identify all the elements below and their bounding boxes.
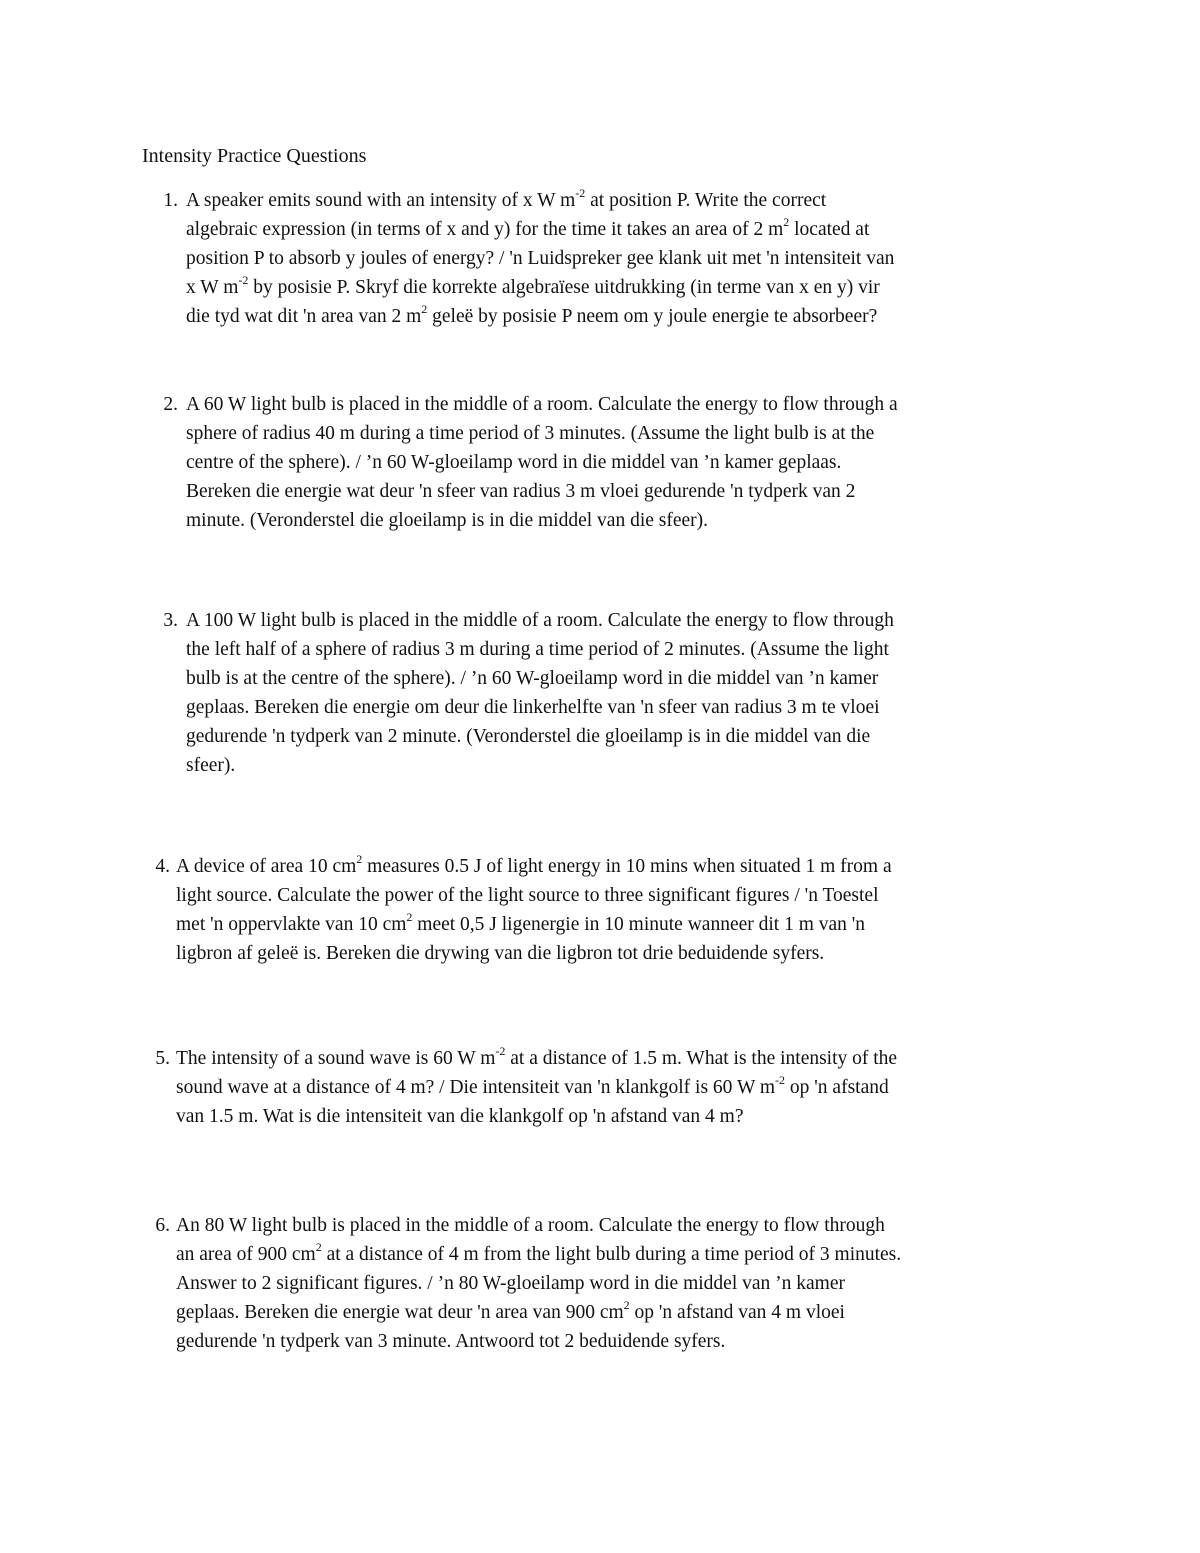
text-line: [176, 1298, 1056, 1327]
question-text: [186, 186, 1066, 331]
text-run: meet 0,5 J ligenergie in 10 minute wanneer dit 1 m van 'n: [412, 914, 866, 935]
superscript: -2: [238, 272, 249, 287]
text-run: geplaas. Bereken die energie wat deur 'n area van 900 cm: [176, 1302, 624, 1323]
question-number: 1.: [163, 190, 178, 211]
text-line: [186, 244, 1066, 273]
text-line: [176, 1044, 1056, 1073]
text-line: sphere of radius 40 m during a time period of 3 minutes. (Assume the light bulb is at the: [186, 423, 875, 444]
superscript: -2: [775, 1072, 786, 1087]
text-run: sound wave at a distance of 4 m? / Die intensiteit van 'n klankgolf is 60 W m: [176, 1077, 776, 1098]
text-run: The intensity of a sound wave is 60 W m: [176, 1048, 496, 1069]
text-line: A 100 W light bulb is placed in the middle of a room. Calculate the energy to flow through: [186, 610, 894, 631]
text-line: minute. (Veronderstel die gloeilamp is in die middel van die sfeer).: [186, 510, 709, 531]
text-line: A 60 W light bulb is placed in the middle of a room. Calculate the energy to flow through a: [186, 394, 898, 415]
text-run: at position P. Write the correct: [585, 190, 827, 211]
superscript: -2: [495, 1043, 506, 1058]
text-run: at a distance of 4 m from the light bulb during a time period of 3 minutes.: [321, 1244, 902, 1265]
superscript: 2: [315, 1239, 322, 1254]
question-text: [176, 1044, 1056, 1131]
text-run: A speaker emits sound with an intensity of x W m: [186, 190, 576, 211]
question-text: [176, 1211, 1056, 1356]
text-run: geleë by posisie P neem om y joule energie te absorbeer?: [427, 306, 878, 327]
text-line: the left half of a sphere of radius 3 m during a time period of 2 minutes. (Assume the light: [186, 639, 889, 660]
text-line: van 1.5 m. Wat is die intensiteit van die klankgolf op 'n afstand van 4 m?: [176, 1106, 744, 1127]
question-number: 5.: [155, 1048, 170, 1069]
text-line: geplaas. Bereken die energie om deur die linkerhelfte van 'n sfeer van radius 3 m te vloei: [186, 697, 880, 718]
text-line: light source. Calculate the power of the light source to three significant figures / 'n Toestel: [176, 885, 879, 906]
superscript: 2: [783, 214, 790, 229]
superscript: -2: [575, 185, 586, 200]
text-line: bulb is at the centre of the sphere). / ’n 60 W-gloeilamp word in die middel van ’n kamer: [186, 668, 879, 689]
question-text: [176, 852, 1056, 968]
text-line: sfeer).: [186, 755, 236, 776]
text-run: by posisie P. Skryf die korrekte algebraïese uitdrukking (in terme van x en y) vir: [248, 277, 880, 298]
superscript: 2: [623, 1297, 630, 1312]
text-line: Answer to 2 significant figures. / ’n 80 W-gloeilamp word in die middel van ’n kamer: [176, 1273, 845, 1294]
page-title: Intensity Practice Questions: [142, 145, 367, 167]
question-text: [186, 606, 1066, 780]
text-run: die tyd wat dit 'n area van 2 m: [186, 306, 422, 327]
text-line: [186, 273, 1066, 302]
text-line: gedurende 'n tydperk van 3 minute. Antwoord tot 2 beduidende syfers.: [176, 1331, 726, 1352]
text-line: [186, 302, 1066, 331]
text-run: A device of area 10 cm: [176, 856, 357, 877]
text-run: located at: [789, 219, 870, 240]
text-run: op 'n afstand: [785, 1077, 889, 1098]
text-run: position P to absorb y joules of energy? / 'n Luidspreker gee klank uit met 'n intensiteit van: [186, 248, 895, 269]
text-line: [176, 1073, 1056, 1102]
text-run: an area of 900 cm: [176, 1244, 316, 1265]
superscript: 2: [356, 851, 363, 866]
text-line: [176, 1240, 1056, 1269]
question-number: 3.: [163, 610, 178, 631]
superscript: 2: [421, 301, 428, 316]
text-line: [176, 852, 1056, 881]
text-line: [176, 910, 1056, 939]
text-run: algebraic expression (in terms of x and y) for the time it takes an area of 2 m: [186, 219, 784, 240]
text-run: op 'n afstand van 4 m vloei: [629, 1302, 845, 1323]
text-line: [186, 215, 1066, 244]
question-number: 4.: [155, 856, 170, 877]
text-line: An 80 W light bulb is placed in the middle of a room. Calculate the energy to flow through: [176, 1215, 885, 1236]
question-number: 2.: [163, 394, 178, 415]
text-run: met 'n oppervlakte van 10 cm: [176, 914, 407, 935]
text-line: ligbron af geleë is. Bereken die drywing van die ligbron tot drie beduidende syfers.: [176, 943, 825, 964]
text-line: gedurende 'n tydperk van 2 minute. (Veronderstel die gloeilamp is in die middel van die: [186, 726, 871, 747]
text-run: at a distance of 1.5 m. What is the intensity of the: [505, 1048, 898, 1069]
text-line: Bereken die energie wat deur 'n sfeer van radius 3 m vloei gedurende 'n tydperk van 2: [186, 481, 856, 502]
text-line: centre of the sphere). / ’n 60 W-gloeilamp word in die middel van ’n kamer geplaas.: [186, 452, 842, 473]
question-number: 6.: [155, 1215, 170, 1236]
superscript: 2: [406, 909, 413, 924]
question-text: [186, 390, 1066, 535]
text-run: x W m: [186, 277, 239, 298]
text-run: measures 0.5 J of light energy in 10 mins when situated 1 m from a: [362, 856, 892, 877]
text-line: [186, 186, 1066, 215]
